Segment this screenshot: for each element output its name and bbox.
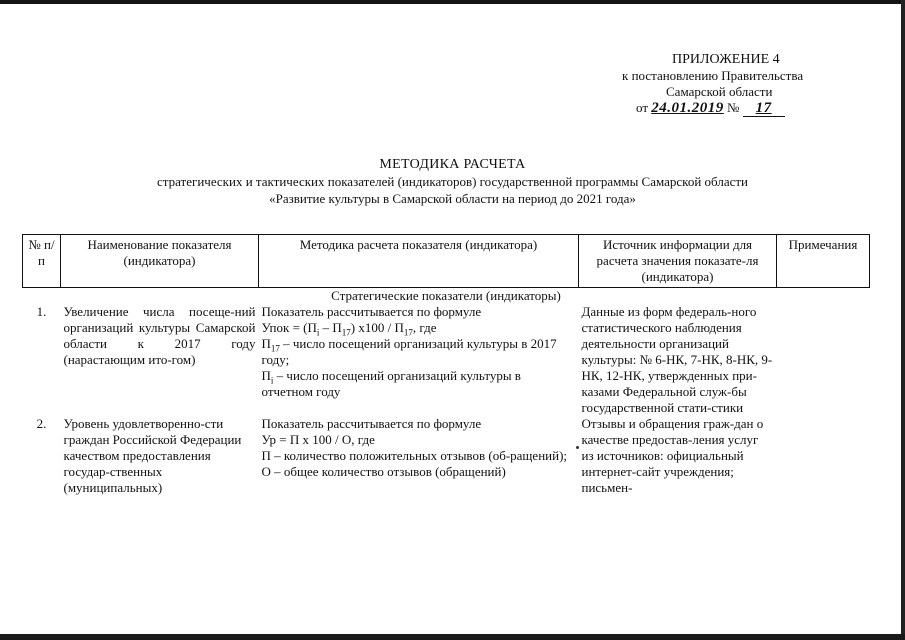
row-num: 2. xyxy=(36,416,47,431)
appendix-date-line xyxy=(600,100,870,117)
method-definition: П – количество положительных отзывов (об-ращений); xyxy=(261,448,568,463)
handwritten-number: 17 xyxy=(755,100,772,116)
row-name: Увеличение числа посеще-ний организаций культуры Самарской области к 2017 году (нарастающим ито-гом) xyxy=(63,304,256,367)
scan-top-border xyxy=(0,0,905,4)
method-intro: Показатель рассчитывается по формуле xyxy=(261,304,482,319)
document-title: МЕТОДИКА РАСЧЕТА xyxy=(379,157,526,172)
method-formula: Упок = $(П_i - П_{17})$ $х100 / П_{17}$, где xyxy=(261,320,437,338)
row-method xyxy=(259,304,579,416)
method-definition: О – общее количество отзывов (обращений) xyxy=(261,464,506,479)
appendix-title: ПРИЛОЖЕНИЕ 4 xyxy=(672,52,780,67)
document-subtitle-1: стратегических и тактических показателей (индикаторов) государственной программы Самарской области xyxy=(157,174,748,189)
method-definition: $П_i$ – число посещений организаций культуры в отчетном году xyxy=(261,368,521,399)
header-num: № п/п xyxy=(23,235,61,288)
row-source: Данные из форм федераль-ного статистического наблюдения деятельности организаций культуры: № 6-НК, 7-НК, 8-НК, 9-НК, 12-НК, утвержденных при-казами Федеральной служ-бы государственной стати-стики xyxy=(581,304,773,415)
appendix-block xyxy=(600,52,870,117)
scan-bottom-border xyxy=(0,634,905,640)
table-row xyxy=(23,416,870,496)
indicators-table xyxy=(22,234,870,496)
appendix-line-region: Самарской области xyxy=(666,84,773,99)
header-source: Источник информации для расчета значения показате-ля (индикатора) xyxy=(579,235,777,288)
row-method xyxy=(259,416,579,496)
row-notes xyxy=(777,304,870,416)
section-title: Стратегические показатели (индикаторы) xyxy=(331,288,561,303)
row-notes xyxy=(777,416,870,496)
row-source: Отзывы и обращения граж-дан о качестве предостав-ления услуг из источников: официальный интернет-сайт учреждения; письмен- xyxy=(581,416,764,495)
date-prefix: от xyxy=(636,100,649,115)
table-row xyxy=(23,304,870,416)
section-row xyxy=(23,288,870,305)
document-heading xyxy=(0,156,905,207)
header-method: Методика расчета показателя (индикатора) xyxy=(259,235,579,288)
row-num: 1. xyxy=(36,304,47,319)
header-notes: Примечания xyxy=(777,235,870,288)
appendix-line-resolution: к постановлению Правительства xyxy=(622,68,804,83)
scan-speck xyxy=(576,446,579,449)
method-intro: Показатель рассчитывается по формуле xyxy=(261,416,482,431)
number-prefix: № xyxy=(727,100,740,115)
method-definition: $П_{17}$ – число посещений организаций культуры в 2017 году; xyxy=(261,336,557,367)
row-name: Уровень удовлетворенно-сти граждан Российской Федерации качеством предоставления государ-ственных (муниципальных) xyxy=(63,416,242,495)
handwritten-date: 24.01.2019 xyxy=(651,100,724,116)
method-formula: Ур = П х 100 / О, где xyxy=(261,432,375,447)
table-header-row xyxy=(23,235,870,288)
document-subtitle-2: «Развитие культуры в Самарской области на период до 2021 года» xyxy=(269,191,636,206)
header-name: Наименование показателя (индикатора) xyxy=(61,235,259,288)
scan-right-border xyxy=(901,0,905,640)
